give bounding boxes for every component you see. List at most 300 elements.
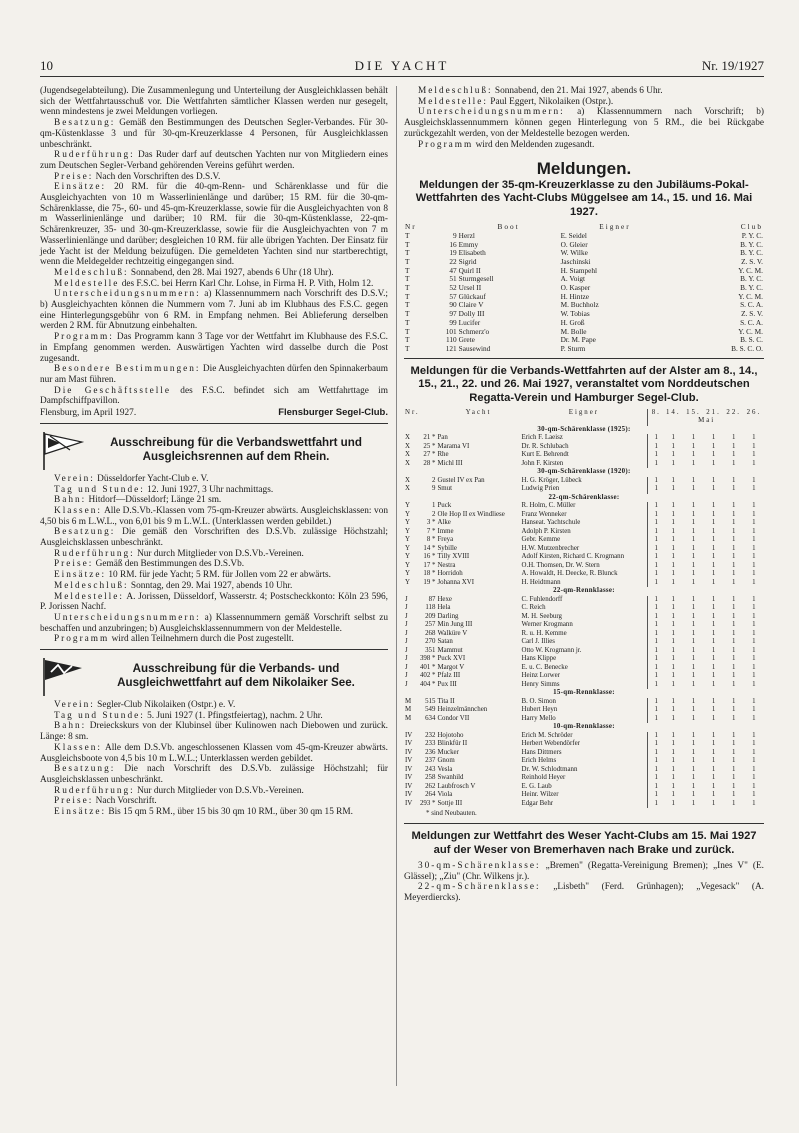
table-cell: Marama VI bbox=[437, 442, 470, 450]
table-cell: 1 bbox=[691, 476, 696, 484]
paragraph-text: des F.S.C. befindet sich am Wettfahrttage im Dampfschiffpavillon. bbox=[40, 385, 388, 407]
table-cell: 1 bbox=[648, 511, 663, 520]
paragraph bbox=[40, 527, 388, 548]
table-cell: Erich F. Laeisz bbox=[521, 434, 563, 442]
table-cell: Y bbox=[405, 553, 410, 561]
table-row bbox=[404, 443, 764, 452]
table-cell: 1 bbox=[752, 782, 756, 790]
paragraph-lead: Preise: bbox=[54, 171, 94, 182]
column-header-club: Club bbox=[740, 222, 763, 232]
paragraph-text: Segler-Club Nikolaiken (Ostpr.) e. V. bbox=[94, 700, 236, 711]
paragraph-text: 5. Juni 1927 (1. Pfingstfeiertag), nachm. 2 Uhr. bbox=[144, 710, 323, 721]
table-cell: X bbox=[405, 476, 410, 484]
table-cell: Y. C. M. bbox=[738, 291, 763, 301]
table-cell: Heinzelmännchen bbox=[437, 706, 488, 714]
column-header-nr: Nr bbox=[405, 222, 417, 232]
table-cell: 1 bbox=[752, 510, 756, 518]
paragraph bbox=[40, 764, 388, 785]
table-cell: Ole Hop II ex Windliese bbox=[437, 510, 505, 518]
table-cell: T bbox=[405, 335, 410, 345]
table-cell: 9 bbox=[453, 230, 457, 240]
table-cell: Ursel II bbox=[458, 283, 482, 293]
table-cell: X bbox=[405, 434, 410, 442]
table-cell: 1 bbox=[691, 774, 696, 782]
table-cell: P. Sturm bbox=[560, 343, 586, 353]
table-cell: 1 bbox=[648, 451, 663, 460]
table-cell: 1 bbox=[731, 706, 736, 714]
table-cell: Y. C. M. bbox=[738, 326, 763, 336]
paragraph bbox=[40, 796, 388, 807]
table-cell: 1 bbox=[648, 485, 663, 494]
table-cell: 1 bbox=[648, 715, 663, 724]
table-cell: 1 bbox=[752, 765, 756, 773]
table-cell: M. H. Seeburg bbox=[521, 612, 562, 620]
table-cell: 1 bbox=[648, 519, 663, 528]
table-footnote: * sind Neubauten. bbox=[426, 809, 477, 818]
table-cell: 1 bbox=[648, 477, 663, 486]
table-cell: X bbox=[405, 459, 410, 467]
table-row bbox=[404, 706, 764, 715]
table-cell: 1 bbox=[752, 519, 756, 527]
table-cell: 1 bbox=[752, 680, 756, 688]
paragraph-text: Nur durch Mitglieder von D.S.Vb.-Vereinen. bbox=[134, 785, 304, 796]
table-cell: John F. Kirsten bbox=[521, 459, 564, 467]
table-cell: 1 bbox=[731, 612, 736, 620]
table-cell: T bbox=[405, 248, 410, 258]
table-cell: 1 bbox=[671, 663, 675, 671]
table-cell: J bbox=[405, 655, 408, 663]
table-cell: 1 bbox=[648, 672, 663, 681]
table-cell: 1 bbox=[711, 731, 716, 739]
paragraph-lead: Meldestelle bbox=[54, 278, 120, 289]
table-cell: 404 * bbox=[419, 680, 436, 688]
table-cell: 1 bbox=[752, 706, 756, 714]
table-cell: 1 bbox=[711, 765, 716, 773]
table-cell: 1 bbox=[731, 765, 736, 773]
table-cell: R. u. H. Kemme bbox=[521, 629, 567, 637]
table-cell: Erich M. Schröder bbox=[521, 731, 573, 739]
table-cell: 1 bbox=[731, 638, 736, 646]
class-subheading: 22-qm-Schärenklasse: bbox=[548, 493, 620, 501]
table-cell: Y. C. M. bbox=[738, 265, 763, 275]
paragraph-text: a) Klassennummern gemäß Vorschrift selbst zu beschaffen und anzubringen; b) Ausgleichsklassennummern von der Meldestelle. bbox=[40, 612, 388, 634]
table-cell: Horridoh bbox=[437, 570, 463, 578]
paragraph-text: Die nach Vorschrift des D.S.Vb. zulässige Höchstzahl; für Ausgleichsklassen unbeschränkt. bbox=[40, 764, 388, 785]
table-cell: 1 bbox=[648, 443, 663, 452]
table-cell: 1 bbox=[691, 680, 696, 688]
table-cell: 1 bbox=[671, 799, 675, 807]
table-cell: Dr. M. Pape bbox=[560, 335, 596, 345]
paragraph-text: 10 RM. für jede Yacht; 5 RM. für Jollen vom 22 er abwärts. bbox=[106, 570, 331, 581]
paragraph-text: „Lisbeth" (Ferd. Grünhagen); „Vegesack" (A. Meyerdiercks). bbox=[404, 882, 764, 904]
table-row bbox=[404, 451, 764, 460]
class-subheading-row bbox=[404, 426, 764, 435]
paragraph-lead: Ruderführung: bbox=[54, 548, 135, 559]
paragraph-lead: Ruderführung: bbox=[54, 785, 135, 796]
paragraph-text: Sonnabend, den 28. Mai 1927, abends 6 Uhr (18 Uhr). bbox=[128, 267, 334, 278]
table-cell: 1 bbox=[711, 782, 716, 790]
table-cell: 1 bbox=[648, 749, 663, 758]
table-cell: 1 bbox=[648, 434, 663, 443]
table-cell: 268 bbox=[425, 629, 436, 637]
table-row bbox=[404, 681, 764, 690]
table-cell: 1 bbox=[691, 561, 696, 569]
table-cell: 634 bbox=[425, 714, 436, 722]
table-cell: 1 bbox=[731, 714, 736, 722]
table-cell: Pux III bbox=[437, 680, 457, 688]
table-cell: 1 bbox=[671, 536, 675, 544]
table-cell: 1 bbox=[648, 698, 663, 707]
table-cell: 257 bbox=[425, 621, 436, 629]
paragraph-lead: Tag und Stunde: bbox=[54, 710, 145, 721]
table-cell: Elisabeth bbox=[458, 248, 486, 258]
table-row bbox=[404, 740, 764, 749]
paragraph-text: Alle D.S.Vb.-Klassen vom 75-qm-Kreuzer abwärts. Ausgleichsklassen: von 4,50 bis 6 m L.W.L., von 6,01 bis 9 m L.W.L. (Unterklassen werden gebildet.) bbox=[40, 505, 388, 527]
mueggelsee-heading: Meldungen der 35-qm-Kreuzerklasse zu den Jubiläums-Pokal-Wettfahrten des Yacht-Clubs Müggelsee am 14., 15. und 16. Mai 1927. bbox=[415, 178, 753, 218]
table-cell: 1 bbox=[671, 612, 675, 620]
paragraph bbox=[40, 485, 388, 496]
paragraph bbox=[40, 495, 388, 506]
table-row bbox=[404, 345, 764, 354]
table-cell: T bbox=[405, 309, 410, 319]
table-cell: 110 bbox=[445, 335, 457, 345]
paragraph-text: Bis 15 qm 5 RM., über 15 bis 30 qm 10 RM., über 30 qm 15 RM. bbox=[106, 807, 353, 818]
table-cell: 1 bbox=[711, 451, 716, 459]
magazine-title: DIE YACHT bbox=[354, 58, 450, 73]
table-cell: 1 bbox=[648, 502, 663, 511]
column-header-boot: Boot bbox=[497, 222, 520, 232]
table-cell: Hubert Heyn bbox=[521, 706, 558, 714]
table-cell: T bbox=[405, 317, 410, 327]
table-cell: 1 bbox=[691, 791, 696, 799]
table-cell: Sausewind bbox=[458, 343, 491, 353]
table-cell: 1 bbox=[691, 655, 696, 663]
table-cell: 243 bbox=[425, 765, 436, 773]
table-cell: 1 bbox=[648, 681, 663, 690]
column-header-day: 14. bbox=[665, 408, 681, 416]
table-cell: Herbert Webendörfer bbox=[521, 740, 580, 748]
table-cell: 1 bbox=[691, 663, 696, 671]
table-cell: Mucker bbox=[437, 748, 459, 756]
table-cell: 1 bbox=[671, 519, 675, 527]
rhein-announcement-text bbox=[40, 474, 388, 645]
table-cell: Blinkfür II bbox=[437, 740, 468, 748]
table-cell: Puck XVI bbox=[437, 655, 466, 663]
table-cell: 1 bbox=[691, 553, 696, 561]
table-cell: J bbox=[405, 663, 408, 671]
paragraph-lead: Meldestelle: bbox=[418, 96, 488, 107]
table-cell: 1 bbox=[648, 757, 663, 766]
table-cell: Y bbox=[405, 578, 410, 586]
table-cell: 1 bbox=[671, 757, 675, 765]
table-cell: Puck bbox=[437, 502, 452, 510]
table-cell: 1 bbox=[671, 510, 675, 518]
table-cell: J bbox=[405, 595, 408, 603]
table-row bbox=[404, 477, 764, 486]
table-cell: Quirl II bbox=[458, 265, 481, 275]
table-cell: 1 bbox=[691, 604, 696, 612]
table-cell: Y bbox=[405, 502, 410, 510]
paragraph-lead: 22-qm-Schärenklasse: bbox=[418, 882, 541, 893]
paragraph bbox=[40, 570, 388, 581]
table-cell: O.H. Thomsen, Dr. W. Stern bbox=[521, 561, 600, 569]
table-cell: 1 bbox=[731, 527, 736, 535]
table-cell: 1 bbox=[711, 629, 716, 637]
table-cell: Margot V bbox=[437, 663, 465, 671]
table-cell: 1 bbox=[711, 706, 716, 714]
table-cell: M. Bolle bbox=[560, 326, 587, 336]
table-cell: 1 bbox=[648, 706, 663, 715]
table-month-row bbox=[404, 417, 764, 426]
class-subheading-row bbox=[404, 587, 764, 596]
table-cell: Hela bbox=[437, 604, 451, 612]
table-cell: 1 bbox=[731, 782, 736, 790]
table-cell: 121 bbox=[445, 343, 457, 353]
table-cell: 1 bbox=[711, 612, 716, 620]
table-cell: 1 bbox=[752, 434, 756, 442]
paragraph-text: Nach den Vorschriften des D.S.V. bbox=[93, 171, 221, 182]
table-cell: T bbox=[405, 326, 410, 336]
table-cell: 236 bbox=[425, 748, 436, 756]
table-cell: Ludwig Prien bbox=[521, 485, 560, 493]
table-cell: Pfalz III bbox=[437, 672, 461, 680]
paragraph-lead: Verein: bbox=[54, 700, 95, 711]
table-cell: Nestra bbox=[437, 561, 456, 569]
paragraph-text: (Jugendsegelabteilung). Die Zusammenlegung und Unterteilung der Ausgleichklassen behält sich der Wettfahrtausschuß vor. Die Wettfahrten sämtlicher Klassen werden nur gesegelt, wenn mindestens je zwei Meldungen vorliegen. bbox=[40, 86, 388, 118]
table-row bbox=[404, 630, 764, 639]
paragraph bbox=[40, 150, 388, 171]
table-cell: Jaschinski bbox=[560, 256, 591, 266]
table-cell: Werner Krogmann bbox=[521, 621, 573, 629]
table-row bbox=[404, 579, 764, 588]
table-cell: 1 bbox=[648, 630, 663, 639]
table-cell: 1 bbox=[691, 638, 696, 646]
table-cell: S. C. A. bbox=[740, 317, 763, 327]
paragraph-text: Nach Vorschrift. bbox=[93, 796, 157, 807]
column-header-month: Mai bbox=[648, 417, 764, 426]
table-row bbox=[404, 613, 764, 622]
table-cell: H. Groß bbox=[560, 317, 585, 327]
table-cell: H.W. Mutzenbrecher bbox=[521, 544, 580, 552]
table-cell: J bbox=[405, 638, 408, 646]
table-cell: 1 bbox=[691, 706, 696, 714]
table-cell: 1 bbox=[671, 527, 675, 535]
table-cell: 1 bbox=[648, 638, 663, 647]
table-cell: 99 bbox=[449, 317, 457, 327]
table-cell: 1 bbox=[671, 595, 675, 603]
nikolaiker-heading-block bbox=[40, 656, 388, 696]
table-cell: 1 bbox=[752, 774, 756, 782]
table-cell: 1 bbox=[711, 748, 716, 756]
table-cell: 1 bbox=[671, 731, 675, 739]
table-cell: 1 bbox=[671, 638, 675, 646]
table-row bbox=[404, 434, 764, 443]
table-row bbox=[404, 800, 764, 809]
table-cell: 1 bbox=[731, 561, 736, 569]
table-cell: 16 * bbox=[423, 553, 436, 561]
table-cell: 1 bbox=[691, 442, 696, 450]
table-cell: 87 bbox=[428, 595, 436, 603]
table-cell: 1 bbox=[648, 740, 663, 749]
paragraph-text: Dreieckskurs von der Klubinsel über Kulinowen nach Diebowen und zurück. Länge: 8 sm. bbox=[40, 721, 388, 743]
paragraph-lead: Programm bbox=[54, 634, 110, 645]
table-cell: 1 bbox=[731, 646, 736, 654]
table-row bbox=[404, 519, 764, 528]
paragraph-lead: Einsätze: bbox=[54, 570, 107, 581]
table-cell: 1 bbox=[731, 672, 736, 680]
table-cell: 1 bbox=[752, 502, 756, 510]
table-cell: 1 bbox=[671, 544, 675, 552]
table-cell: Viola bbox=[437, 791, 453, 799]
table-cell: 1 bbox=[752, 672, 756, 680]
paragraph bbox=[404, 107, 764, 139]
table-cell: 1 bbox=[731, 663, 736, 671]
table-cell: 1 bbox=[648, 536, 663, 545]
table-cell: IV bbox=[405, 791, 413, 799]
paragraph-lead: Besatzung: bbox=[54, 764, 116, 775]
table-cell: 118 bbox=[425, 604, 436, 612]
paragraph-text: Düsseldorfer Yacht-Club e. V. bbox=[94, 473, 209, 484]
table-cell: J bbox=[405, 621, 408, 629]
table-cell: 1 bbox=[711, 655, 716, 663]
paragraph-text: Sonnabend, den 21. Mai 1927, abends 6 Uhr. bbox=[492, 86, 663, 96]
table-cell: 1 bbox=[731, 655, 736, 663]
paragraph-text: Gemäß den Bestimmungen des Deutschen Segler-Verbandes. Für 30-qm-Küstenklasse 3 und für 30-qm-Kreuzerklasse 4 Personen, für Ausgleichklassen unbeschränkt. bbox=[40, 118, 388, 150]
table-row bbox=[404, 655, 764, 664]
table-cell: Kurt E. Behrendt bbox=[521, 451, 569, 459]
table-cell: 1 bbox=[752, 663, 756, 671]
table-cell: 1 bbox=[731, 731, 736, 739]
table-cell: 1 bbox=[648, 604, 663, 613]
table-cell: 1 bbox=[752, 604, 756, 612]
column-divider bbox=[396, 86, 397, 1086]
column-header-day: 26. bbox=[746, 408, 762, 416]
table-cell: Y bbox=[405, 519, 410, 527]
table-cell: 1 bbox=[711, 459, 716, 467]
table-cell: 1 bbox=[711, 799, 716, 807]
table-cell: 1 bbox=[711, 714, 716, 722]
table-cell: 1 bbox=[752, 544, 756, 552]
section-divider bbox=[40, 649, 388, 650]
table-cell: 1 bbox=[691, 731, 696, 739]
paragraph bbox=[40, 386, 388, 407]
table-cell: 17 * bbox=[423, 561, 436, 569]
table-cell: 2 bbox=[432, 510, 436, 518]
table-cell: IV bbox=[405, 740, 413, 748]
table-cell: 1 bbox=[731, 502, 736, 510]
table-cell: Carl J. Illies bbox=[521, 638, 555, 646]
table-cell: 1 bbox=[691, 451, 696, 459]
table-cell: IV bbox=[405, 774, 413, 782]
class-subheading: 22-qm-Rennklasse: bbox=[553, 587, 615, 595]
paragraph bbox=[40, 634, 388, 645]
table-cell: IV bbox=[405, 765, 413, 773]
paragraph-text: Die gemäß den Vorschriften des D.S.Vb. zulässige Höchstzahl; Ausgleichsklassen unbeschränkt. bbox=[40, 527, 388, 549]
column-header-day: 8. bbox=[648, 409, 663, 418]
paragraph-lead: Verein: bbox=[54, 473, 95, 484]
table-cell: 549 bbox=[425, 706, 436, 714]
table-cell: IV bbox=[405, 748, 413, 756]
table-cell: 1 bbox=[671, 706, 675, 714]
paragraph-lead: Meldeschluß: bbox=[54, 267, 129, 278]
table-cell: 1 bbox=[671, 451, 675, 459]
table-cell: 1 bbox=[671, 621, 675, 629]
table-cell: Y bbox=[405, 570, 410, 578]
table-cell: B. S. C. bbox=[740, 335, 763, 345]
table-cell: 1 bbox=[731, 791, 736, 799]
table-cell: 1 bbox=[432, 502, 436, 510]
table-row bbox=[404, 570, 764, 579]
table-cell: 1 bbox=[648, 732, 663, 741]
table-cell: 1 bbox=[731, 442, 736, 450]
table-cell: 27 * bbox=[423, 451, 436, 459]
table-cell: J bbox=[405, 612, 408, 620]
table-cell: 19 * bbox=[423, 578, 436, 586]
table-row bbox=[404, 536, 764, 545]
table-cell: 1 bbox=[731, 757, 736, 765]
table-cell: 1 bbox=[671, 442, 675, 450]
table-cell: 1 bbox=[691, 629, 696, 637]
table-cell: E. u. C. Benecke bbox=[521, 663, 568, 671]
table-cell: 1 bbox=[752, 748, 756, 756]
table-row bbox=[404, 621, 764, 630]
table-cell: Freya bbox=[437, 536, 454, 544]
table-cell: Sigrid bbox=[458, 256, 477, 266]
table-cell: 1 bbox=[731, 451, 736, 459]
table-row bbox=[404, 485, 764, 494]
table-cell: 1 bbox=[711, 680, 716, 688]
table-cell: 1 bbox=[691, 578, 696, 586]
table-cell: Claire V bbox=[458, 300, 484, 310]
table-cell: 1 bbox=[648, 545, 663, 554]
signoff-club: Flensburger Segel-Club. bbox=[278, 407, 388, 419]
table-cell: 237 bbox=[425, 757, 436, 765]
paragraph-text: wird allen Teilnehmern durch die Post zugestellt. bbox=[109, 634, 294, 645]
paragraph bbox=[40, 268, 388, 279]
table-cell: 1 bbox=[731, 459, 736, 467]
paragraph bbox=[40, 549, 388, 560]
table-cell: IV bbox=[405, 799, 413, 807]
table-cell: 1 bbox=[691, 757, 696, 765]
table-header-row bbox=[404, 409, 764, 418]
nikolaiker-announcement-text bbox=[40, 700, 388, 818]
column-header-eigner: Eigner bbox=[599, 222, 631, 232]
table-cell: 1 bbox=[671, 714, 675, 722]
table-cell: X bbox=[405, 485, 410, 493]
paragraph-text: Paul Eggert, Nikolaiken (Ostpr.). bbox=[487, 96, 614, 107]
paragraph-lead: Die Geschäftsstelle bbox=[54, 385, 171, 396]
paragraph bbox=[40, 700, 388, 711]
table-cell: 19 bbox=[449, 248, 457, 258]
paragraph bbox=[404, 861, 764, 882]
table-cell: Tita II bbox=[437, 697, 455, 705]
table-cell: Z. S. V. bbox=[741, 256, 763, 266]
table-cell: 1 bbox=[691, 570, 696, 578]
table-cell: Y bbox=[405, 561, 410, 569]
table-cell: 21 * bbox=[423, 434, 436, 442]
paragraph-text: Gemäß den Bestimmungen des D.S.Vb. bbox=[93, 559, 245, 570]
table-cell: Z. S. V. bbox=[741, 309, 763, 319]
table-row bbox=[404, 715, 764, 724]
table-cell: Lucifer bbox=[458, 317, 481, 327]
table-cell: 1 bbox=[731, 774, 736, 782]
table-cell: Herzl bbox=[458, 230, 475, 240]
table-cell: 1 bbox=[648, 766, 663, 775]
paragraph-text: A. Jorissen, Düsseldorf, Wasserstr. 4; Postscheckkonto: Köln 23 596, P. Jorissen Nachf. bbox=[40, 591, 388, 613]
table-row bbox=[404, 502, 764, 511]
table-row bbox=[404, 596, 764, 605]
table-cell: 232 bbox=[425, 731, 436, 739]
